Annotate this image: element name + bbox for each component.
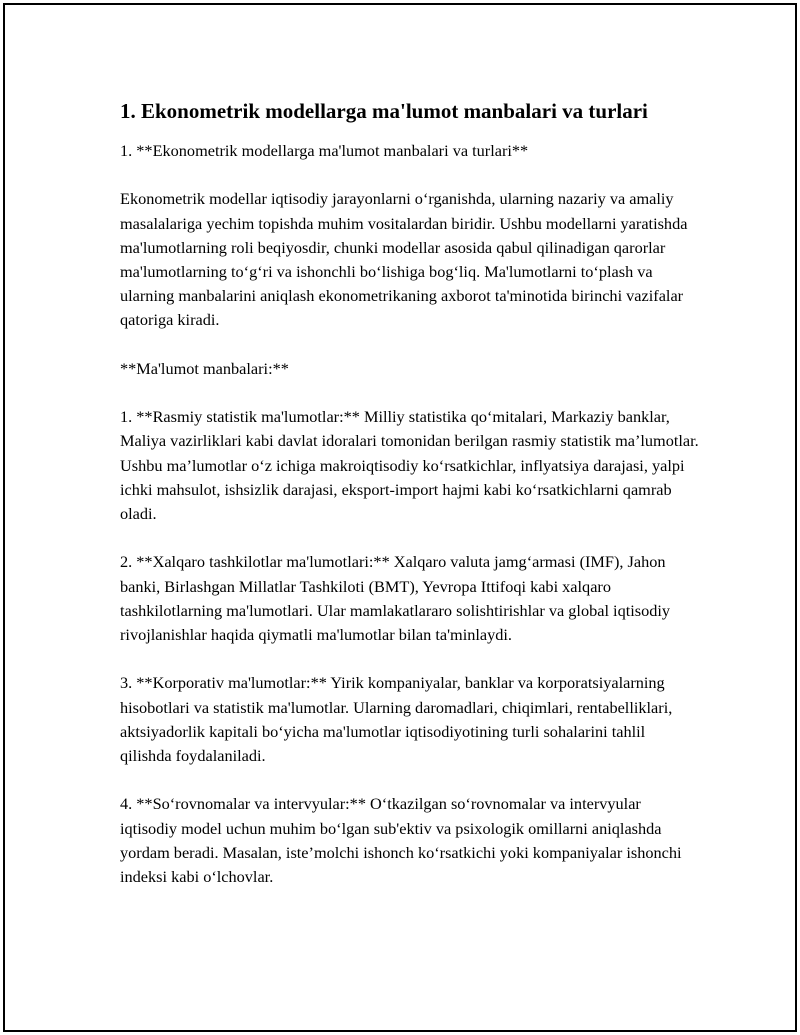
source-item-surveys-interviews: 4. **So‘rovnomalar va intervyular:** O‘tkazilgan so‘rovnomalar va intervyular iqtisodiy model uchun muhim bo‘lgan sub'ektiv va psixologik omillarni aniqlashda yordam beradi. Masalan, iste’molchi ishonch ko‘rsatkichi yoki kompaniyalar ishonchi indeksi kabi o‘lchovlar. (120, 794, 682, 886)
document-title: 1. Ekonometrik modellarga ma'lumot manbalari va turlari (120, 99, 648, 123)
source-item-international-organizations: 2. **Xalqaro tashkilotlar ma'lumotlari:** Xalqaro valuta jamg‘armasi (IMF), Jahon banki, Birlashgan Millatlar Tashkiloti (BMT), Yevropa Ittifoqi kabi xalqaro tashkilotlarning ma'lumotlari. Ular mamlakatlararo solishtirishlar va global iqtisodiy rivojlanishlar haqida qiymatli ma'lumotlar bilan ta'minlaydi. (120, 552, 671, 644)
source-item-corporate-data: 3. **Korporativ ma'lumotlar:** Yirik kompaniyalar, banklar va korporatsiyalarning hisobotlari va statistik ma'lumotlar. Ularning daromadlari, chiqimlari, rentabelliklari, aktsiyadorlik kapitali bo‘yicha ma'lumotlar iqtisodiyotining turli sohalarini tahlil qilishda foydalaniladi. (120, 673, 673, 765)
section-heading-paragraph: 1. **Ekonometrik modellarga ma'lumot manbalari va turlari** (120, 141, 529, 160)
document-page (3, 3, 797, 1032)
intro-paragraph: Ekonometrik modellar iqtisodiy jarayonlarni o‘rganishda, ularning nazariy va amaliy masalalariga yechim topishda muhim vositalardan biridir. Ushbu modellarni yaratishda ma'lumotlarning roli beqiyosdir, chunki modellar asosida qabul qilinadigan qarorlar ma'lumotlarning to‘g‘ri va ishonchli bo‘lishiga bog‘liq. Ma'lumotlarni to‘plash va ularning manbalarini aniqlash ekonometrikaning axborot ta'minotida birinchi vazifalar qatoriga kiradi. (120, 189, 688, 330)
sources-heading-paragraph: **Ma'lumot manbalari:** (120, 358, 289, 378)
document-content (120, 97, 700, 913)
source-item-official-statistics: 1. **Rasmiy statistik ma'lumotlar:** Milliy statistika qo‘mitalari, Markaziy banklar, Maliya vazirliklari kabi davlat idoralari tomonidan berilgan rasmiy statistik ma’lumotlar. Ushbu ma’lumotlar o‘z ichiga makroiqtisodiy ko‘rsatkichlar, inflyatsiya darajasi, yalpi ichki mahsulot, ishsizlik darajasi, eksport-import hajmi kabi ko‘rsatkichlarni qamrab oladi. (120, 407, 699, 523)
